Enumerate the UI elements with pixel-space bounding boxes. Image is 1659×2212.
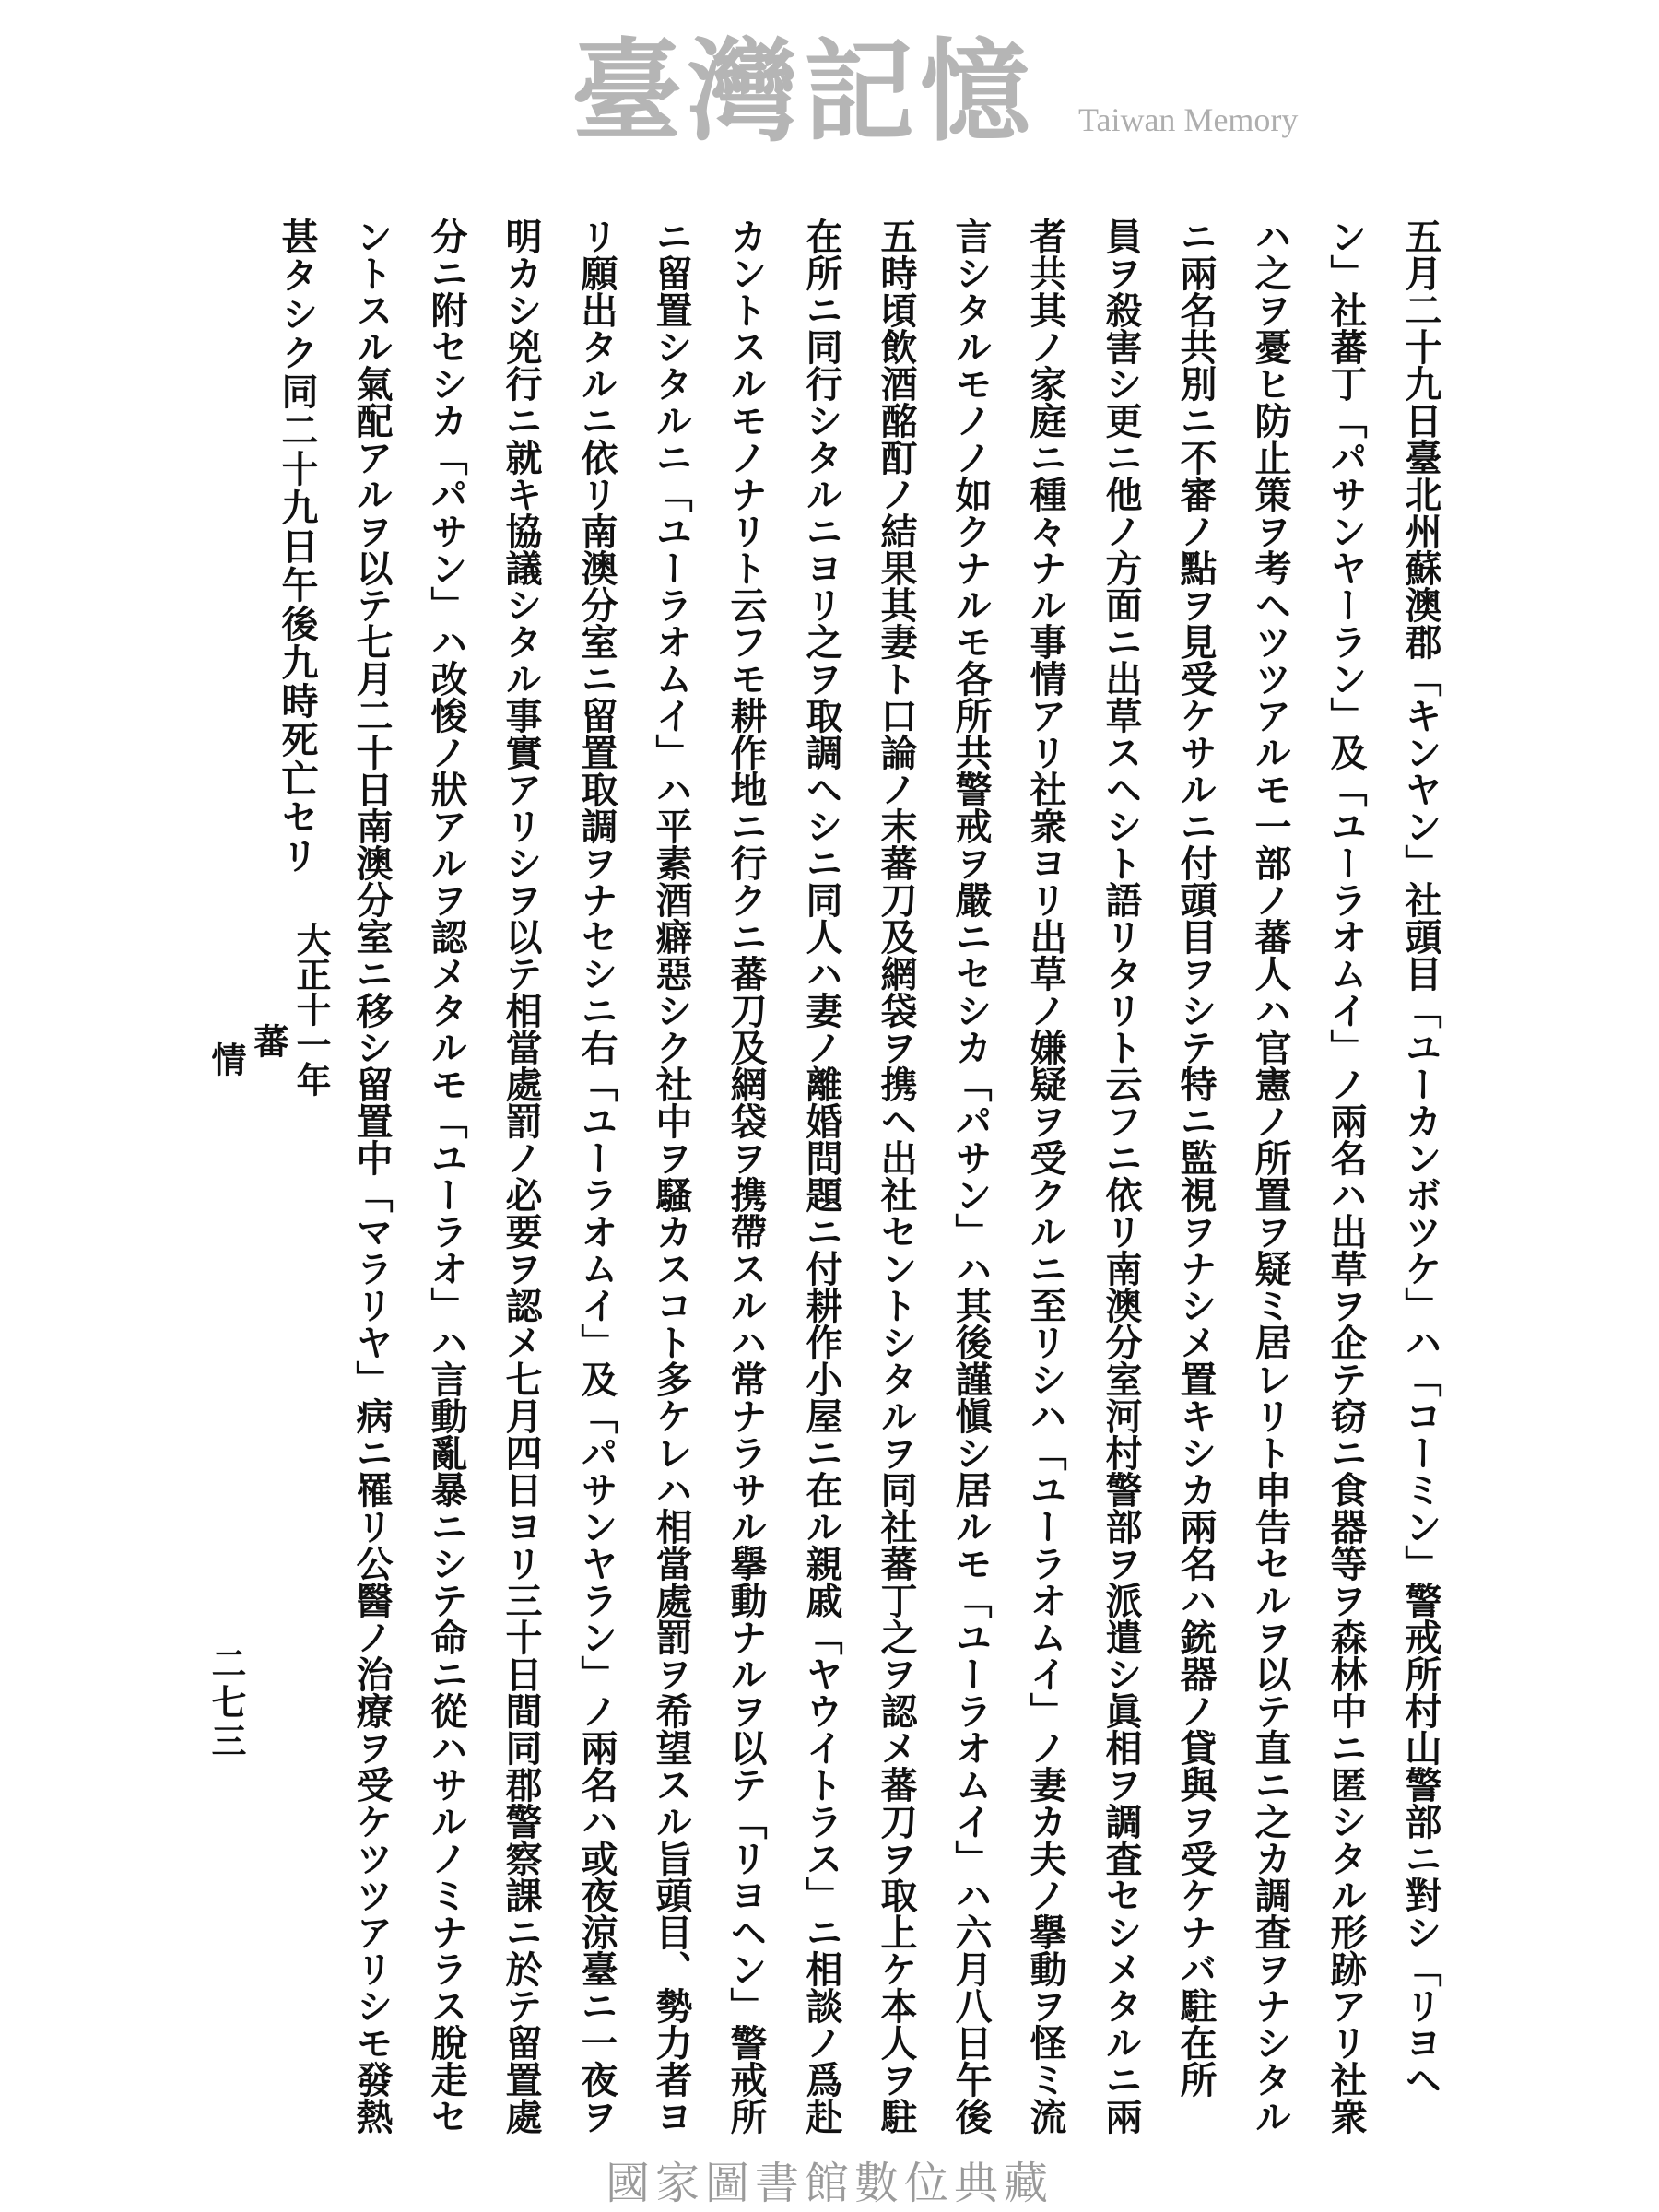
text-column: リ願出タルニ依リ南澳分室ニ留置取調ヲナセシニ右「ユーラオムイ」及「パサンヤラン」ノ兩名ハ或夜涼臺ニ一夜ヲ bbox=[575, 218, 618, 2135]
text-column: 者共其ノ家庭ニ種々ナル事情アリ社衆ヨリ出草ノ嫌疑ヲ受クルニ至リシハ「ユーラオムイ」ノ妻カ夫ノ擧動ヲ怪ミ流 bbox=[1024, 218, 1067, 2135]
footer-year: 大正十一年 bbox=[290, 922, 332, 1097]
text-column: カントスルモノナリト云フモ耕作地ニ行クニ蕃刀及網袋ヲ携帶スルハ常ナラサル擧動ナルヲ以テ「リヨヘン」警戒所 bbox=[724, 218, 768, 2135]
text-column: 在所ニ同行シタルニヨリ之ヲ取調ヘシニ同人ハ妻ノ離婚問題ニ付耕作小屋ニ在ル親戚「ヤウイトラス」ニ相談ノ爲赴 bbox=[800, 218, 843, 2135]
text-column: 員ヲ殺害シ更ニ他ノ方面ニ出草スヘシト語リタリト云フニ依リ南澳分室河村警部ヲ派遣シ眞相ヲ調査セシメタルニ兩 bbox=[1100, 218, 1143, 2135]
bottom-watermark: 國家圖書館數位典藏 bbox=[605, 2158, 1053, 2209]
text-column: ントスル氣配アルヲ以テ七月二十日南澳分室ニ移シ留置中「マラリヤ」病ニ罹リ公醫ノ治療ヲ受ケツツアリシモ發熱 bbox=[350, 218, 394, 2135]
footer-section-a: 蕃 bbox=[248, 1023, 289, 1058]
text-column: 甚タシク同二十九日午後九時死亡セリ bbox=[276, 218, 319, 876]
text-column: ン」社蕃丁「パサンヤーラン」及「ユーラオムイ」ノ兩名ハ出草ヲ企テ窃ニ食器等ヲ森林中ニ匿シタル形跡アリ社衆 bbox=[1324, 218, 1368, 2135]
text-column: 明カシ兇行ニ就キ協議シタル事實アリシヲ以テ相當處罰ノ必要ヲ認メ七月四日ヨリ三十日間同郡警察課ニ於テ留置處 bbox=[500, 218, 543, 2135]
page-number: 二七三 bbox=[206, 1645, 247, 1761]
text-column: 五時頃飲酒酩酊ノ結果其妻ト口論ノ末蕃刀及網袋ヲ携ヘ出社セントシタルヲ同社蕃丁之ヲ認メ蕃刀ヲ取上ケ本人ヲ駐 bbox=[875, 218, 918, 2135]
text-column: 分ニ附セシカ「パサン」ハ改悛ノ狀アルヲ認メタルモ「ユーラオ」ハ言動亂暴ニシテ命ニ從ハサルノミナラス脫走セ bbox=[425, 218, 468, 2135]
text-column: 言シタルモノノ如クナルモ各所共警戒ヲ嚴ニセシカ「パサン」ハ其後謹愼シ居ルモ「ユーラオムイ」ハ六月八日午後 bbox=[949, 218, 993, 2135]
watermark-logo-en: Taiwan Memory bbox=[1078, 101, 1299, 138]
footer-section-b: 情 bbox=[206, 1041, 247, 1077]
text-column: ニ留置シタルニ「ユーラオムイ」ハ平素酒癖惡シク社中ヲ騷カスコト多ケレハ相當處罰ヲ希望スル旨頭目、勢力者ヨ bbox=[650, 218, 693, 2135]
text-column: 五月二十九日臺北州蘇澳郡「キンヤン」社頭目「ユーカンボツケ」ハ「コーミン」警戒所村山警部ニ對シ「リヨヘ bbox=[1399, 218, 1442, 2098]
watermark-logo: 臺灣記憶 bbox=[571, 27, 1036, 157]
text-column: ハ之ヲ憂ヒ防止策ヲ考ヘツツアルモ一部ノ蕃人ハ官憲ノ所置ヲ疑ミ居レリト申告セルヲ以テ直ニ之カ調査ヲナシタル bbox=[1249, 218, 1292, 2135]
running-footer bbox=[205, 922, 332, 1120]
text-column: ニ兩名共別ニ不審ノ點ヲ見受ケサルニ付頭目ヲシテ特ニ監視ヲナシメ置キシカ兩名ハ銃器ノ貸與ヲ受ケナバ駐在所 bbox=[1174, 218, 1218, 2098]
